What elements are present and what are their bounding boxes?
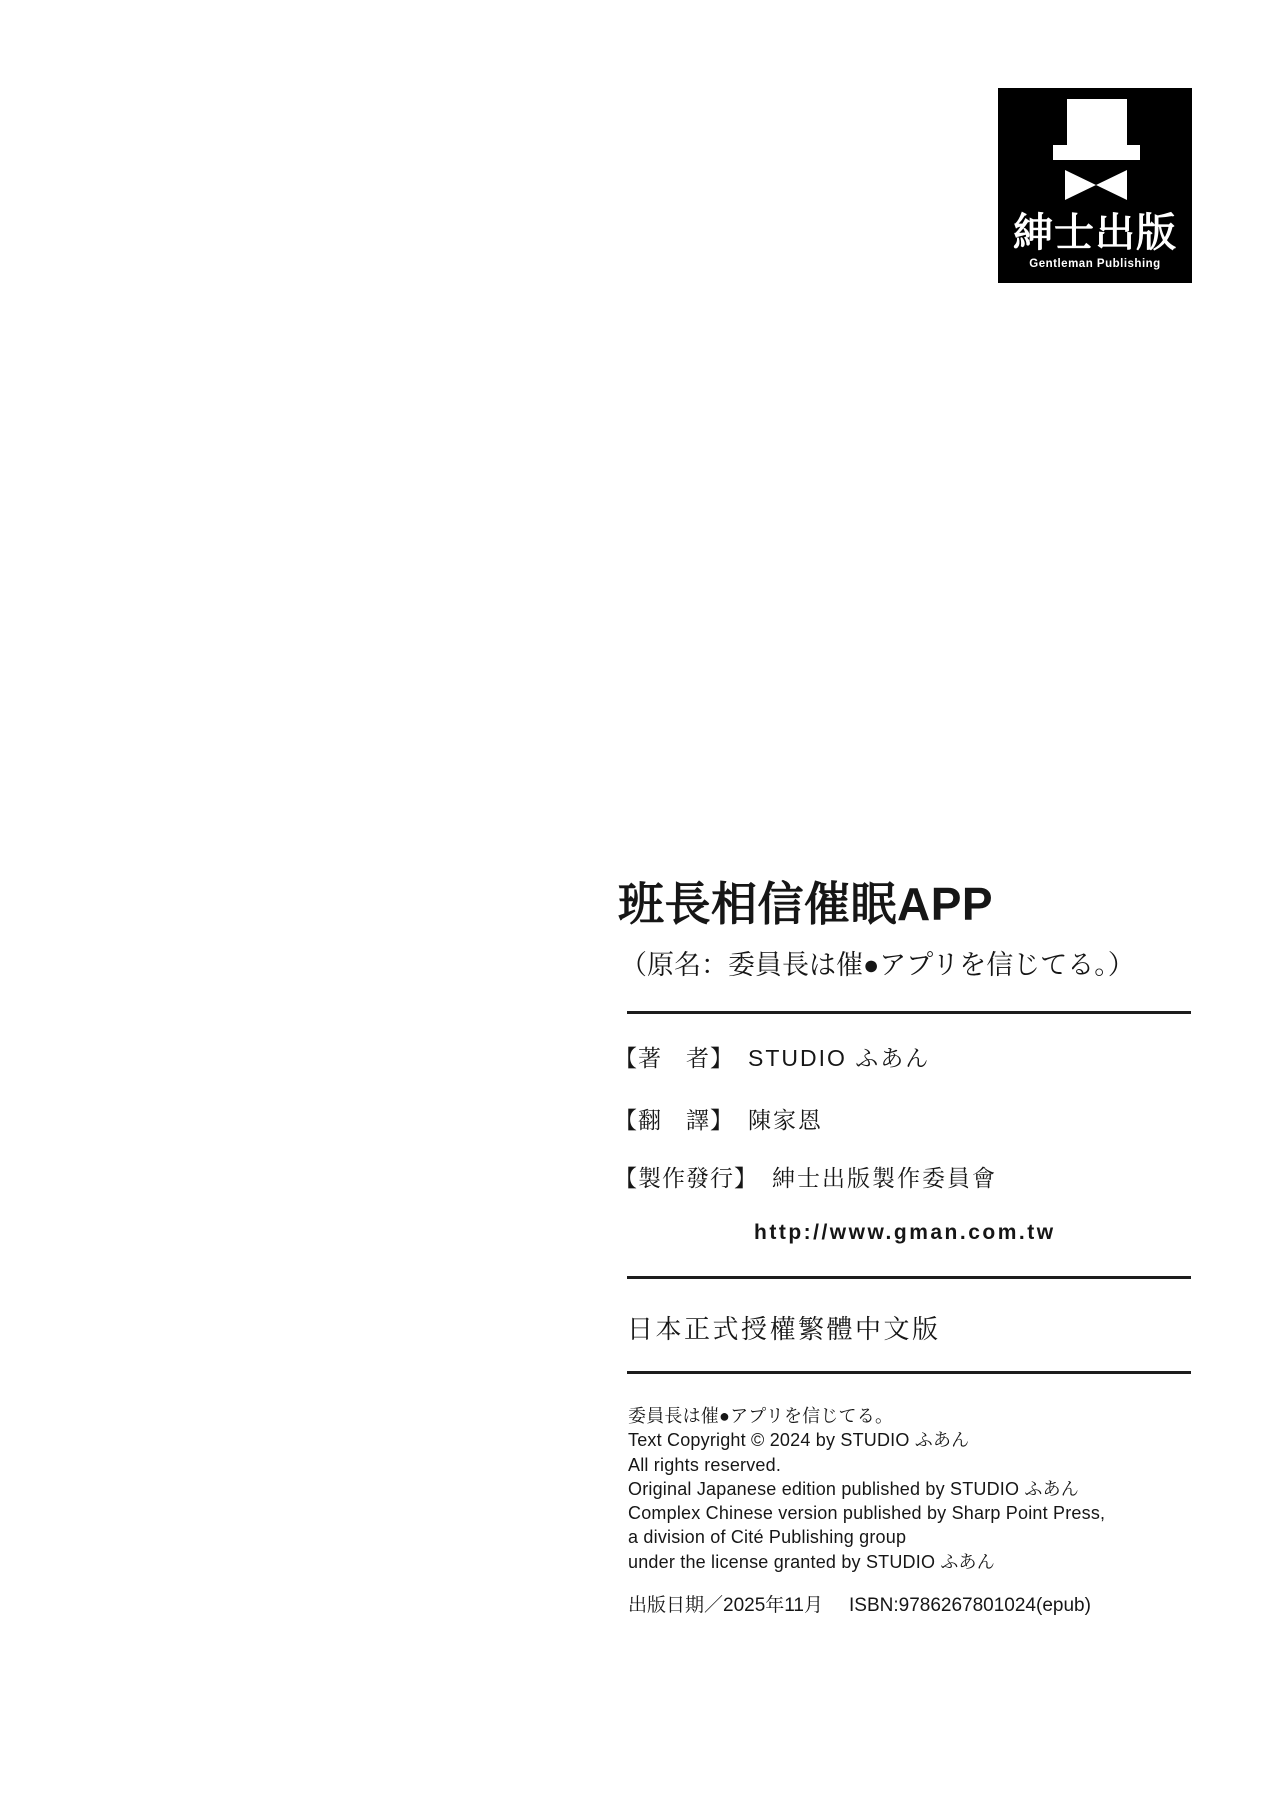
publisher-name-en: Gentleman Publishing <box>1029 258 1161 270</box>
copyright-block <box>628 1404 1105 1574</box>
author-label: 【著 者】 <box>614 1045 734 1071</box>
top-hat-brim-icon <box>1053 145 1140 160</box>
copyright-line: under the license granted by STUDIO ふあん <box>628 1551 995 1572</box>
copyright-line: Complex Chinese version published by Sharp Point Press, <box>628 1503 1106 1524</box>
license-note: 日本正式授權繁體中文版 <box>627 1314 941 1344</box>
divider-top <box>627 1011 1191 1014</box>
publisher-label: 【製作發行】 <box>614 1165 758 1191</box>
isbn: ISBN:9786267801024(epub) <box>849 1595 1091 1616</box>
translator-label: 【翻 譯】 <box>614 1107 734 1133</box>
publication-date: 出版日期／2025年11月 <box>628 1595 823 1616</box>
translator-value: 陳家恩 <box>748 1107 823 1133</box>
divider-bottom <box>627 1371 1191 1374</box>
copyright-line: 委員長は催●アプリを信じてる。 <box>628 1406 894 1426</box>
publisher-website-url: http://www.gman.com.tw <box>754 1221 1056 1244</box>
credit-row-translator <box>614 1106 823 1134</box>
bow-tie-icon <box>1065 170 1127 200</box>
publication-line <box>628 1594 1091 1618</box>
copyright-line: Original Japanese edition published by STUDIO ふあん <box>628 1478 1080 1499</box>
book-title: 班長相信催眠APP <box>618 878 994 930</box>
credit-row-author <box>614 1044 930 1072</box>
copyright-line: a division of Cité Publishing group <box>628 1527 907 1548</box>
top-hat-icon <box>1067 99 1127 145</box>
publisher-value: 紳士出版製作委員會 <box>772 1165 997 1191</box>
publisher-name-cjk: 紳士出版 <box>1013 211 1177 255</box>
author-value: STUDIO ふあん <box>748 1045 931 1071</box>
copyright-line: Text Copyright © 2024 by STUDIO ふあん <box>628 1430 970 1451</box>
copyright-line: All rights reserved. <box>628 1454 782 1475</box>
credit-row-publisher <box>614 1164 997 1192</box>
original-title: （原名：委員長は催●アプリを信じてる。） <box>620 950 1135 980</box>
divider-middle <box>627 1276 1191 1279</box>
publisher-logo <box>998 88 1192 283</box>
